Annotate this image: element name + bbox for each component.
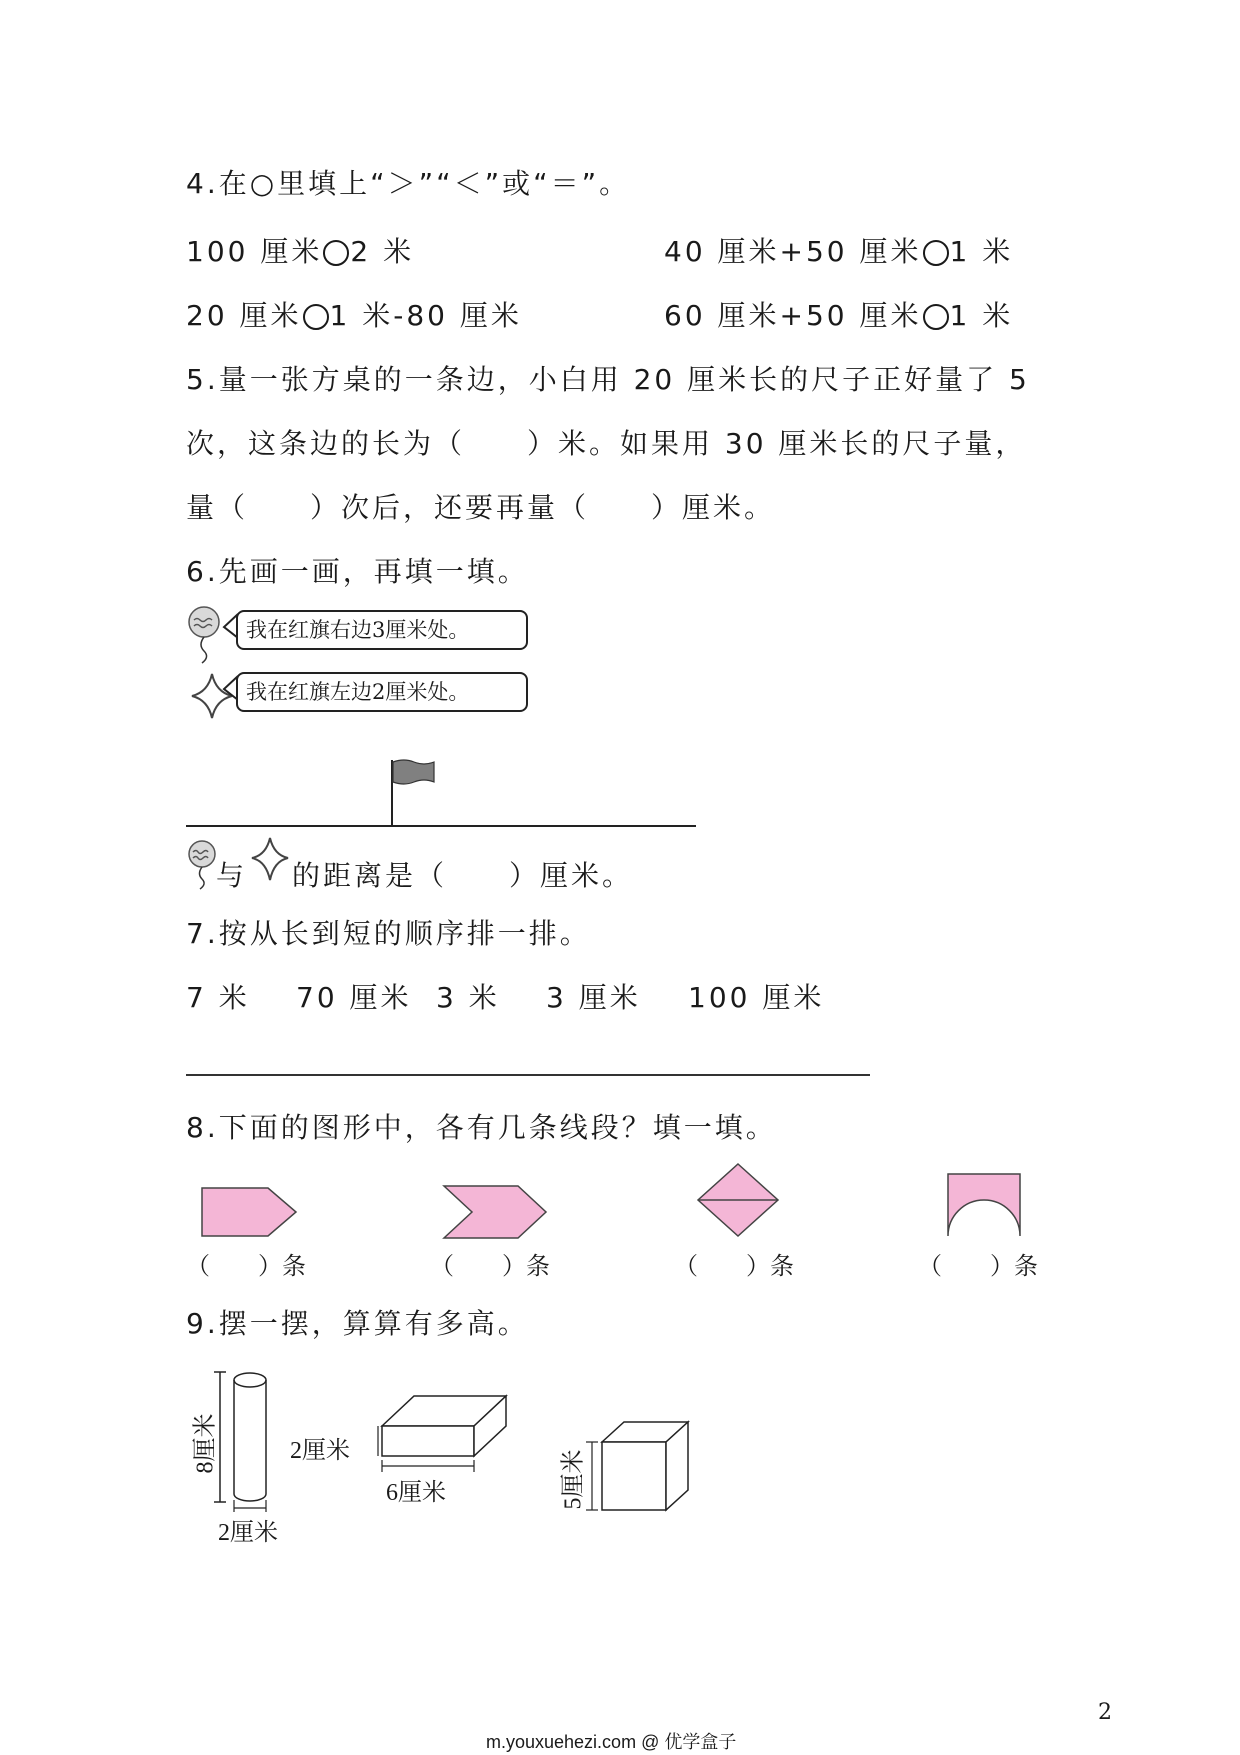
- q4-item-4-right: 1 米: [949, 299, 1014, 332]
- shape-arch: [944, 1170, 1026, 1240]
- q4-item-4: [664, 296, 1013, 336]
- red-flag-icon: [393, 760, 434, 784]
- q4-item-2-left: 40 厘米+50 厘米: [664, 235, 922, 268]
- shape-chevron: [440, 1178, 556, 1242]
- q4-item-2-right: 1 米: [949, 235, 1014, 268]
- box-length-label: 6厘米: [386, 1480, 446, 1506]
- cylinder-height-label: 8厘米: [192, 1413, 219, 1474]
- q4-item-1-right: 2 米: [350, 235, 415, 268]
- footer-source: m.youxuehezi.com @ 优学盒子: [486, 1732, 737, 1752]
- cube-figure: [580, 1418, 692, 1516]
- q8-blank-4[interactable]: （ ）条: [918, 1252, 1038, 1280]
- q4-item-4-left: 60 厘米+50 厘米: [664, 299, 922, 332]
- q8-blank-1[interactable]: （ ）条: [186, 1252, 306, 1280]
- star-icon: [250, 836, 290, 882]
- q4-item-3-left: 20 厘米: [186, 299, 302, 332]
- q5-line-2: 次，这条边的长为（ ）米。如果用 30 厘米长的尺子量，: [186, 427, 1027, 460]
- cube-height-label: 5厘米: [560, 1449, 587, 1510]
- box-figure: [374, 1382, 510, 1478]
- page-number: 2: [1098, 1700, 1112, 1725]
- q6-title: 6.先画一画，再填一填。: [186, 555, 529, 588]
- q4-item-2: [664, 232, 1013, 272]
- q7-item: 3 厘米: [546, 981, 641, 1014]
- q9-title: 9.摆一摆，算算有多高。: [186, 1307, 529, 1340]
- q5-line-1: 5.量一张方桌的一条边，小白用 20 厘米长的尺子正好量了 5: [186, 363, 1030, 396]
- answer-circle[interactable]: [303, 304, 329, 330]
- q7-answer-line[interactable]: [186, 1074, 870, 1076]
- speech-bubble-star: 我在红旗左边2厘米处。: [236, 672, 528, 712]
- q4-item-3: [186, 296, 522, 336]
- q4-item-3-right: 1 米-80 厘米: [329, 299, 522, 332]
- q4-item-1-left: 100 厘米: [186, 235, 323, 268]
- q7-item: 3 米: [436, 981, 500, 1014]
- answer-circle[interactable]: [323, 240, 349, 266]
- shape-pentagon-arrow: [196, 1180, 306, 1242]
- q8-title: 8.下面的图形中，各有几条线段？填一填。: [186, 1111, 777, 1144]
- q7-item: 70 厘米: [296, 981, 412, 1014]
- balloon-icon: [186, 838, 220, 894]
- q5-line-3: 量（ ）次后，还要再量（ ）厘米。: [186, 491, 776, 524]
- balloon-icon: [186, 604, 222, 666]
- answer-circle[interactable]: [923, 304, 949, 330]
- answer-circle[interactable]: [923, 240, 949, 266]
- speech-bubble-balloon: 我在红旗右边3厘米处。: [236, 610, 528, 650]
- q6-answer-text: 的距离是（ ）厘米。: [292, 859, 634, 892]
- q6-answer-with: 与: [216, 859, 248, 892]
- q7-item: 100 厘米: [688, 981, 825, 1014]
- q4-item-1: [186, 232, 414, 272]
- q7-title: 7.按从长到短的顺序排一排。: [186, 917, 591, 950]
- flag-line-diagram: [186, 756, 706, 830]
- shape-rhombus: [694, 1160, 784, 1240]
- box-height-label: 2厘米: [290, 1438, 350, 1464]
- cylinder-width-label: 2厘米: [218, 1520, 278, 1546]
- q8-blank-2[interactable]: （ ）条: [430, 1252, 550, 1280]
- q4-title: 4.在○里填上“＞”“＜”或“＝”。: [186, 167, 631, 200]
- q8-blank-3[interactable]: （ ）条: [674, 1252, 794, 1280]
- q7-item: 7 米: [186, 981, 250, 1014]
